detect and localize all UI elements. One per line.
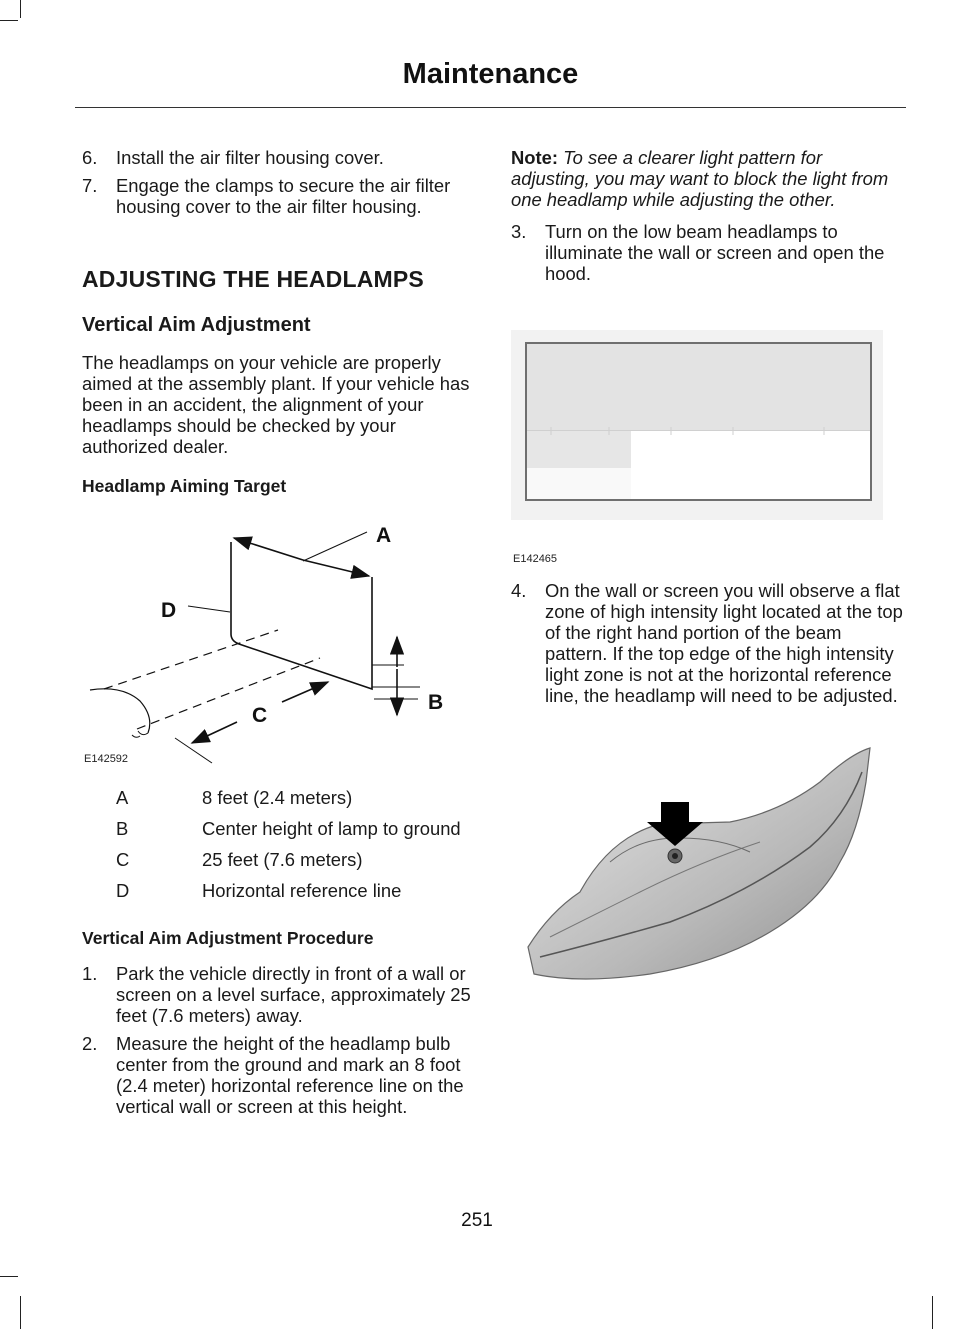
left-column [82,147,474,496]
legend-key: C [116,849,130,870]
crop-mark [0,1276,18,1277]
aiming-target-drawing [82,517,474,769]
legend-row [82,880,474,911]
headlamp-assembly-drawing [520,742,876,990]
legend-row [82,818,474,849]
procedure-step-1 [82,963,474,1026]
step-number: 7. [82,175,98,196]
aiming-target-figure-clean [82,517,474,769]
legend-key: A [116,787,129,808]
legend-value: 25 feet (7.6 meters) [202,849,363,870]
step-4-block [511,580,903,713]
procedure-step-2 [82,1033,474,1117]
step-text: Turn on the low beam headlamps to illuminate the wall or screen and open the hood. [545,221,885,284]
step-number: 1. [82,963,98,984]
headlamp-assembly-figure [520,742,876,990]
figure-title: Headlamp Aiming Target [82,476,287,496]
legend-value: Center height of lamp to ground [202,818,461,839]
legend-key: D [116,880,130,901]
step-number: 2. [82,1033,98,1054]
step-number: 3. [511,221,527,242]
crop-mark [20,1296,21,1329]
page-number: 251 [461,1210,493,1231]
step-text: Install the air filter housing cover. [116,147,384,168]
note [511,147,903,210]
crop-mark [932,1296,933,1329]
crop-mark [20,0,21,18]
step-6 [82,147,474,168]
step-text: Park the vehicle directly in front of a wall or screen on a level surface, approximately 25 feet (7.6 meters) away. [116,963,471,1026]
label-b: B [428,691,444,714]
legend-row [82,787,474,818]
section-title: ADJUSTING THE HEADLAMPS [82,266,424,292]
legend-value: Horizontal reference line [202,880,402,901]
label-a: A [376,524,392,547]
crop-mark [0,20,18,21]
figure-code: E142592 [84,753,129,765]
note-text: To see a clearer light pattern for adjusting, you may want to block the light from one headlamp while adjusting the other. [511,147,889,210]
step-text: On the wall or screen you will observe a flat zone of high intensity light located at the top of the right hand portion of the beam pattern. If the top edge of the high intensity light zone is not at the horizontal reference line, the headlamp will need to be adjusted. [545,580,903,706]
legend-value: 8 feet (2.4 meters) [202,787,353,808]
step-text: Measure the height of the headlamp bulb center from the ground and mark an 8 foot (2.4 meter) horizontal reference line on the vertical wall or screen at this height. [116,1033,464,1117]
beam-pattern-figure [511,330,883,520]
label-c: C [252,704,268,727]
figure-legend [82,787,474,911]
label-d: D [161,599,177,622]
step-4 [511,580,903,706]
step-3 [511,221,903,284]
page-header: Maintenance [402,58,579,90]
beam-pattern-drawing [511,330,883,520]
subsection-title: Vertical Aim Adjustment [82,314,311,336]
right-column [511,147,903,291]
step-7 [82,175,474,217]
procedure-title: Vertical Aim Adjustment Procedure [82,928,374,948]
screen-outline [231,542,372,689]
procedure-block [82,928,474,1124]
note-label: Note: [511,147,558,168]
step-text: Engage the clamps to secure the air filter housing cover to the air filter housing. [116,175,451,217]
figure-code: E142465 [513,553,558,565]
legend-row [82,849,474,880]
header-rule [75,107,906,108]
intro-paragraph: The headlamps on your vehicle are properly aimed at the assembly plant. If your vehicle has been in an accident, the alignment of your headlamps should be checked by your authorized dealer. [82,352,470,457]
legend-key: B [116,818,129,839]
step-number: 6. [82,147,98,168]
step-number: 4. [511,580,527,601]
